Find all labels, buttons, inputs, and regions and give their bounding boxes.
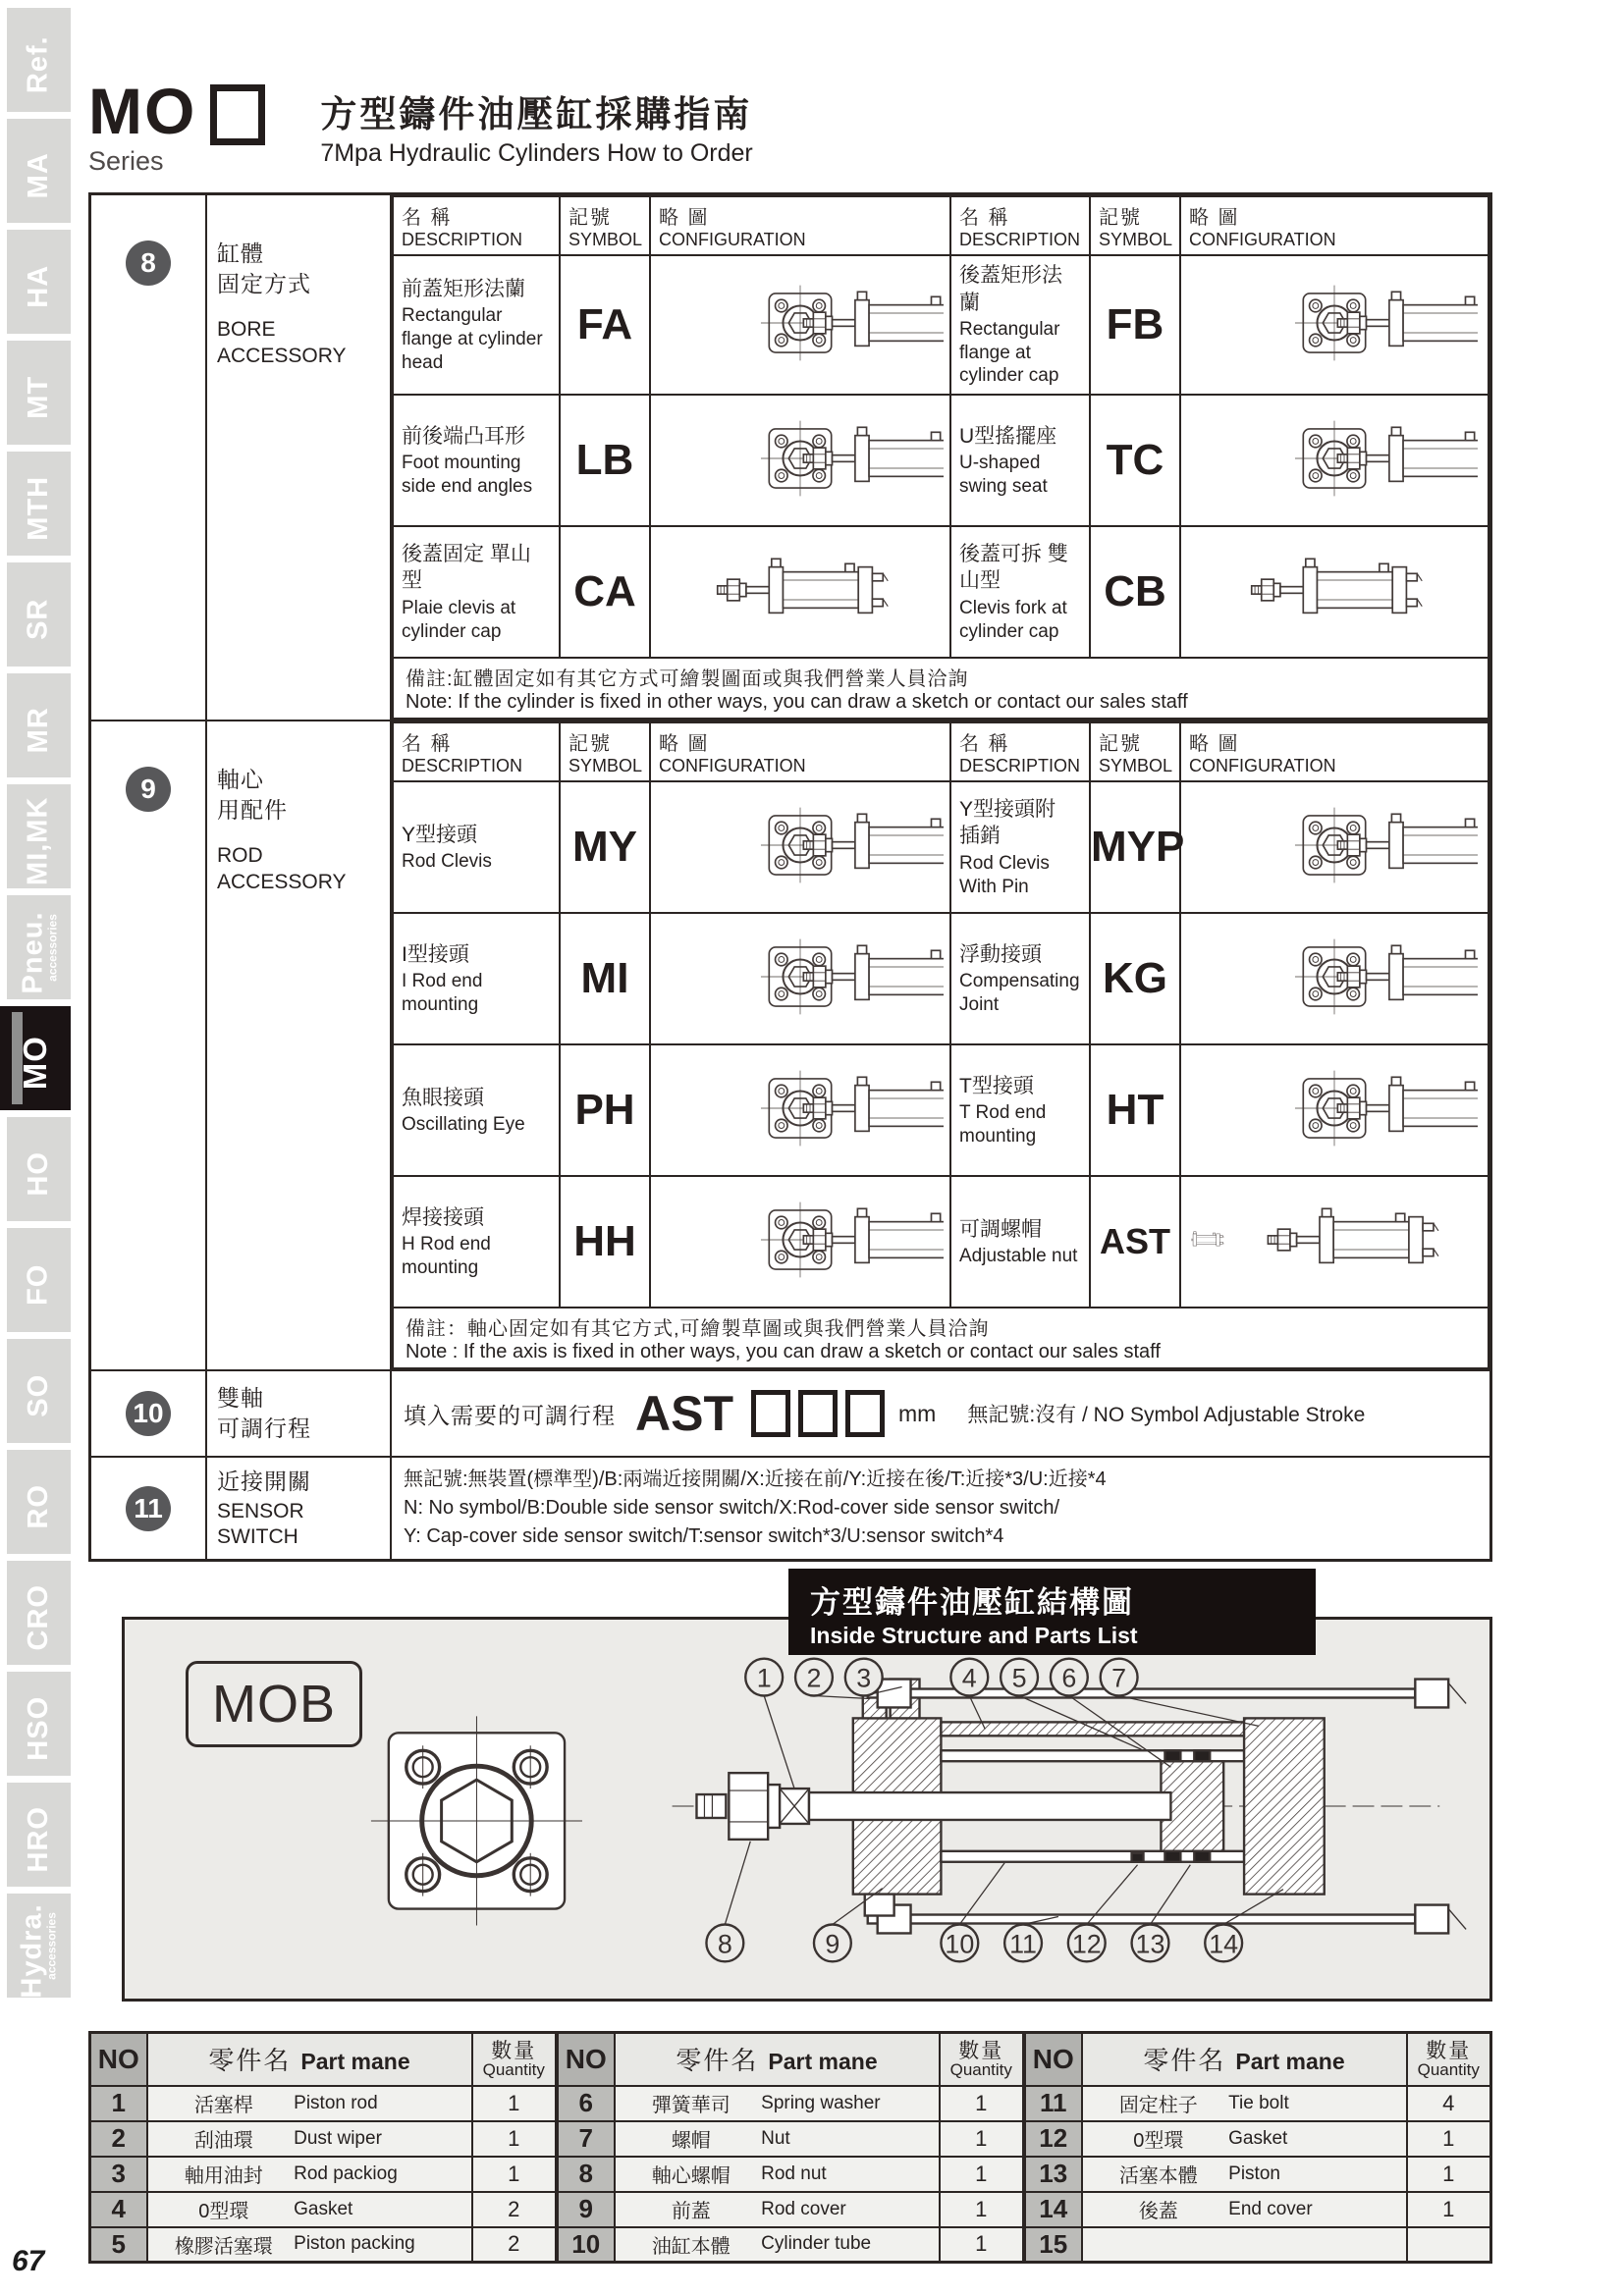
part-row: 3 軸用油封 Rod packiog 1 xyxy=(90,2157,557,2192)
rod-symbol: AST xyxy=(1090,1176,1180,1308)
rod-symbol: MY xyxy=(560,781,650,913)
series-label: Series xyxy=(88,146,164,177)
model-badge: MOB xyxy=(186,1661,362,1747)
digit-box xyxy=(798,1390,838,1437)
configuration-drawing xyxy=(650,1176,950,1308)
configuration-drawing xyxy=(1180,781,1489,913)
sidebar-tab-fo[interactable] xyxy=(7,1228,71,1332)
sidebar-tab-ref[interactable] xyxy=(7,8,71,112)
tab-label: CRO xyxy=(22,1584,54,1651)
section-index-sidebar xyxy=(0,0,71,2296)
column-header-description: 名 稱 DESCRIPTION xyxy=(393,722,560,781)
cylinder-drawing xyxy=(657,922,944,1032)
column-header-symbol: 記號 SYMBOL xyxy=(560,722,650,781)
cylinder-drawing xyxy=(657,790,944,900)
configuration-drawing xyxy=(1180,913,1489,1044)
callout-number: 2 xyxy=(806,1663,822,1693)
cylinder-drawing xyxy=(657,403,944,513)
sidebar-tab-cro[interactable] xyxy=(7,1561,71,1665)
stroke-digit-boxes xyxy=(751,1390,885,1437)
stroke-unit: mm xyxy=(898,1400,937,1426)
parts-header-name: 零件名 Part mane xyxy=(1082,2033,1407,2086)
parts-header-no: NO xyxy=(90,2033,147,2086)
sidebar-tab-mt[interactable] xyxy=(7,341,71,445)
section-number-badge: 8 xyxy=(126,240,171,286)
rod-note-row xyxy=(393,1308,1489,1368)
section-label-zh: 缸體 xyxy=(217,240,264,267)
cylinder-drawing xyxy=(1191,403,1478,513)
page-header xyxy=(88,75,1597,177)
rod-row-hh-ast xyxy=(393,1176,1489,1308)
mount-description: 前蓋矩形法蘭 Rectangular flange at cylinder head xyxy=(393,255,560,395)
callout-number: 5 xyxy=(1011,1663,1027,1693)
sidebar-tab-ma[interactable] xyxy=(7,119,71,223)
parts-header-qty: 數量 Quantity xyxy=(1407,2033,1491,2086)
mount-symbol: FA xyxy=(560,255,650,395)
rod-accessory-table xyxy=(392,721,1489,1369)
structure-panel xyxy=(122,1617,1492,2002)
part-row: 12 0型環 Gasket 1 xyxy=(1025,2121,1491,2157)
section-label-zh: 軸心 xyxy=(217,767,264,793)
column-header-symbol: 記號 SYMBOL xyxy=(1090,722,1180,781)
configuration-drawing xyxy=(1180,255,1489,395)
tab-label: HRO xyxy=(22,1806,54,1873)
rod-row-my-myp xyxy=(393,781,1489,913)
bore-accessory-table xyxy=(392,195,1489,720)
note-en: Note : If the axis is fixed in other ways, you can draw a sketch or contact our sales staff xyxy=(406,1341,1161,1363)
parts-header-name: 零件名 Part mane xyxy=(147,2033,472,2086)
mount-row-ca-cb xyxy=(393,526,1489,658)
sidebar-tab-sr[interactable] xyxy=(7,562,71,667)
mount-description: 後蓋矩形法蘭 Rectangular flange at cylinder cap xyxy=(950,255,1090,395)
sidebar-tab-so[interactable] xyxy=(7,1339,71,1443)
tab-label: SO xyxy=(22,1374,54,1417)
callout-number: 8 xyxy=(717,1929,732,1959)
rod-description: 可調螺帽 Adjustable nut xyxy=(950,1176,1090,1308)
rod-description: 焊接接頭 H Rod end mounting xyxy=(393,1176,560,1308)
how-to-order-table xyxy=(88,192,1492,1562)
section-label-zh: 可調行程 xyxy=(217,1415,311,1442)
sensor-options-en: N: No symbol/B:Double side sensor switch/X:Rod-cover side sensor switch/ xyxy=(404,1497,1060,1520)
section-number-badge: 11 xyxy=(126,1486,171,1531)
sidebar-tab-mr[interactable] xyxy=(7,673,71,777)
tab-label: HSO xyxy=(22,1696,54,1761)
configuration-drawing xyxy=(1180,526,1489,658)
mount-symbol: CB xyxy=(1090,526,1180,658)
tab-sublabel: accessories xyxy=(44,913,59,982)
section-label-en: ROD xyxy=(217,844,263,868)
rod-description: 浮動接頭 Compensating Joint xyxy=(950,913,1090,1044)
structure-title-bar xyxy=(788,1569,1316,1655)
cylinder-drawing xyxy=(1191,922,1478,1032)
part-row: 1 活塞桿 Piston rod 1 xyxy=(90,2086,557,2121)
main-content xyxy=(71,0,1624,2296)
callout-circles-bottom xyxy=(706,1925,1242,1962)
parts-header-no: NO xyxy=(558,2033,615,2086)
note-zh: 備註：軸心固定如有其它方式,可繪製草圖或與我們營業人員洽詢 xyxy=(406,1318,990,1341)
section-label-zh: 雙軸 xyxy=(217,1385,264,1412)
parts-header-name: 零件名 Part mane xyxy=(615,2033,940,2086)
section-sensor-switch xyxy=(91,1456,1489,1559)
mount-description: 前後端凸耳形 Foot mounting side end angles xyxy=(393,395,560,526)
sidebar-tab-mo-active[interactable] xyxy=(0,1006,71,1110)
section-label-en: SWITCH xyxy=(217,1525,298,1549)
bore-note-row xyxy=(393,658,1489,719)
part-row: 7 螺帽 Nut 1 xyxy=(558,2121,1024,2157)
mount-row-fa-fb xyxy=(393,255,1489,395)
part-row: 11 固定柱子 Tie bolt 4 xyxy=(1025,2086,1491,2121)
rod-row-ph-ht xyxy=(393,1044,1489,1176)
parts-header-qty: 數量 Quantity xyxy=(940,2033,1024,2086)
note-en: Note: If the cylinder is fixed in other ways, you can draw a sketch or contact our sales staff xyxy=(406,691,1188,714)
part-row: 10 油缸本體 Cylinder tube 1 xyxy=(558,2227,1024,2263)
section-label-zh: 固定方式 xyxy=(217,271,311,297)
parts-header-no: NO xyxy=(1025,2033,1082,2086)
ast-code: AST xyxy=(635,1386,733,1442)
digit-box xyxy=(845,1390,885,1437)
section-label-zh: 近接開關 xyxy=(217,1468,311,1494)
page-number: 67 xyxy=(12,2245,45,2277)
sidebar-tab-ha[interactable] xyxy=(7,230,71,334)
rod-description: I型接頭 I Rod end mounting xyxy=(393,913,560,1044)
mount-symbol: LB xyxy=(560,395,650,526)
cylinder-drawing xyxy=(657,268,944,378)
cylinder-drawing xyxy=(1191,535,1478,645)
note-zh: 備註:缸體固定如有其它方式可繪製圖面或與我們營業人員洽詢 xyxy=(406,668,969,691)
callout-number: 3 xyxy=(856,1663,872,1693)
mount-symbol: FB xyxy=(1090,255,1180,395)
rod-symbol: KG xyxy=(1090,913,1180,1044)
section-label-en: ACCESSORY xyxy=(217,870,347,893)
tab-label: Hydra. xyxy=(17,1902,49,1999)
tab-label: Ref. xyxy=(22,35,54,94)
cylinder-drawing xyxy=(657,1185,944,1295)
callout-number: 10 xyxy=(945,1929,975,1959)
column-header-configuration: 略 圖 CONFIGURATION xyxy=(1180,722,1489,781)
part-row: 6 彈簧華司 Spring washer 1 xyxy=(558,2086,1024,2121)
tab-sublabel: accessories xyxy=(44,1911,59,1980)
part-row: 5 橡膠活塞環 Piston packing 2 xyxy=(90,2227,557,2263)
column-header-configuration: 略 圖 CONFIGURATION xyxy=(650,722,950,781)
cylinder-drawing xyxy=(657,1053,944,1163)
parts-table-group-2 xyxy=(556,2031,1025,2264)
configuration-drawing xyxy=(650,1044,950,1176)
rod-row-mi-kg xyxy=(393,913,1489,1044)
structure-panel-wrap xyxy=(122,1585,1492,2002)
sidebar-tab-ro[interactable] xyxy=(7,1450,71,1554)
section-bore-accessory xyxy=(91,195,1489,720)
rod-symbol: HH xyxy=(560,1176,650,1308)
sidebar-tab-hro[interactable] xyxy=(7,1783,71,1887)
callout-number: 12 xyxy=(1071,1929,1102,1959)
rod-symbol: HT xyxy=(1090,1044,1180,1176)
callout-number: 13 xyxy=(1135,1929,1165,1959)
part-row: 15 xyxy=(1025,2227,1491,2263)
callout-number: 14 xyxy=(1209,1929,1239,1959)
mount-description: 後蓋固定 單山型 Plaie clevis at cylinder cap xyxy=(393,526,560,658)
configuration-drawing xyxy=(1180,1044,1489,1176)
mount-description: 後蓋可拆 雙山型 Clevis fork at cylinder cap xyxy=(950,526,1090,658)
tab-label: MO xyxy=(17,1036,54,1091)
cylinder-drawing xyxy=(1191,790,1478,900)
callout-number: 1 xyxy=(756,1663,772,1693)
column-header-description: 名 稱 DESCRIPTION xyxy=(950,196,1090,255)
stroke-prefix: 填入需要的可調行程 xyxy=(404,1402,616,1428)
column-header-configuration: 略 圖 CONFIGURATION xyxy=(1180,196,1489,255)
configuration-drawing xyxy=(650,255,950,395)
sidebar-tab-pneu-accessories[interactable] xyxy=(7,895,71,999)
sidebar-tab-ho[interactable] xyxy=(7,1117,71,1221)
rod-symbol: MI xyxy=(560,913,650,1044)
parts-list xyxy=(88,2031,1492,2264)
callout-number: 7 xyxy=(1111,1663,1127,1693)
rod-symbol: PH xyxy=(560,1044,650,1176)
parts-header-qty: 數量 Quantity xyxy=(472,2033,557,2086)
cylinder-drawing xyxy=(657,535,944,645)
sensor-switch-options xyxy=(404,1458,1107,1559)
configuration-drawing xyxy=(1180,395,1489,526)
column-header-description: 名 稱 DESCRIPTION xyxy=(393,196,560,255)
section-label-en: ACCESSORY xyxy=(217,344,347,367)
part-row: 13 活塞本體 Piston 1 xyxy=(1025,2157,1491,2192)
tab-label: RO xyxy=(22,1484,54,1529)
column-header-symbol: 記號 SYMBOL xyxy=(1090,196,1180,255)
part-row: 14 後蓋 End cover 1 xyxy=(1025,2192,1491,2227)
section-number-badge: 9 xyxy=(126,767,171,812)
tab-label: MR xyxy=(22,707,54,754)
section-label-en: BORE xyxy=(217,318,276,342)
mount-description: U型搖擺座 U-shaped swing seat xyxy=(950,395,1090,526)
section-label-zh: 用配件 xyxy=(217,797,288,824)
rod-description: 魚眼接頭 Oscillating Eye xyxy=(393,1044,560,1176)
tab-label: SR xyxy=(22,598,54,641)
sidebar-tab-mimk[interactable] xyxy=(7,784,71,888)
mount-row-lb-tc xyxy=(393,395,1489,526)
configuration-drawing xyxy=(650,395,950,526)
configuration-drawing xyxy=(650,781,950,913)
tab-label: HA xyxy=(22,265,54,308)
digit-box xyxy=(751,1390,790,1437)
part-row: 9 前蓋 Rod cover 1 xyxy=(558,2192,1024,2227)
sensor-options-zh: 無記號:無裝置(標準型)/B:兩端近接開關/X:近接在前/Y:近接在後/T:近接*3/U:近接*4 xyxy=(404,1468,1107,1491)
structure-title-en: Inside Structure and Parts List xyxy=(810,1623,1138,1649)
cylinder-drawing xyxy=(1191,268,1478,378)
tab-label: MTH xyxy=(22,476,54,541)
section-rod-accessory xyxy=(91,720,1489,1369)
callout-number: 11 xyxy=(1009,1929,1038,1959)
tab-label: MA xyxy=(22,152,54,199)
page-title-en: 7Mpa Hydraulic Cylinders How to Order xyxy=(320,139,753,167)
structure-title-zh: 方型鑄件油壓缸結構圖 xyxy=(810,1585,1134,1621)
callout-number: 9 xyxy=(825,1929,840,1959)
adjustable-stroke-row xyxy=(404,1371,1365,1456)
rod-description: Y型接頭附 插銷 Rod Clevis With Pin xyxy=(950,781,1090,913)
cylinder-drawing xyxy=(1191,1053,1478,1163)
callout-number: 6 xyxy=(1061,1663,1077,1693)
mount-symbol: CA xyxy=(560,526,650,658)
column-header-symbol: 記號 SYMBOL xyxy=(560,196,650,255)
series-code: MO xyxy=(88,75,197,147)
parts-table-group-3 xyxy=(1023,2031,1492,2264)
part-row: 2 刮油環 Dust wiper 1 xyxy=(90,2121,557,2157)
rod-description: Y型接頭 Rod Clevis xyxy=(393,781,560,913)
configuration-drawing xyxy=(650,526,950,658)
model-placeholder-box xyxy=(210,84,265,145)
parts-table-group-1 xyxy=(88,2031,558,2264)
stroke-suffix: 無記號:沒有 / NO Symbol Adjustable Stroke xyxy=(967,1404,1366,1427)
part-row: 4 0型環 Gasket 2 xyxy=(90,2192,557,2227)
cylinder-drawing xyxy=(1191,1185,1478,1295)
sensor-options-en: Y: Cap-cover side sensor switch/T:sensor switch*3/U:sensor switch*4 xyxy=(404,1525,1004,1548)
column-header-description: 名 稱 DESCRIPTION xyxy=(950,722,1090,781)
rod-symbol: MYP xyxy=(1090,781,1180,913)
tab-label: MI,MK xyxy=(22,796,54,886)
configuration-drawing xyxy=(1180,1176,1489,1308)
section-number-badge: 10 xyxy=(126,1391,171,1436)
column-header-configuration: 略 圖 CONFIGURATION xyxy=(650,196,950,255)
section-adjustable-stroke xyxy=(91,1369,1489,1456)
callout-number: 4 xyxy=(961,1663,977,1693)
sidebar-tab-hydra-accessories[interactable] xyxy=(7,1894,71,1998)
page-title-zh: 方型鑄件油壓缸採購指南 xyxy=(320,94,753,134)
rod-description: T型接頭 T Rod end mounting xyxy=(950,1044,1090,1176)
tab-label: Pneu. xyxy=(17,911,49,993)
configuration-drawing xyxy=(650,913,950,1044)
part-row: 8 軸心螺帽 Rod nut 1 xyxy=(558,2157,1024,2192)
tab-label: HO xyxy=(22,1151,54,1197)
tab-label: FO xyxy=(22,1263,54,1307)
sidebar-tab-hso[interactable] xyxy=(7,1672,71,1776)
sidebar-tab-mth[interactable] xyxy=(7,452,71,556)
mount-symbol: TC xyxy=(1090,395,1180,526)
tab-label: MT xyxy=(22,376,54,419)
section-label-en: SENSOR xyxy=(217,1500,304,1522)
